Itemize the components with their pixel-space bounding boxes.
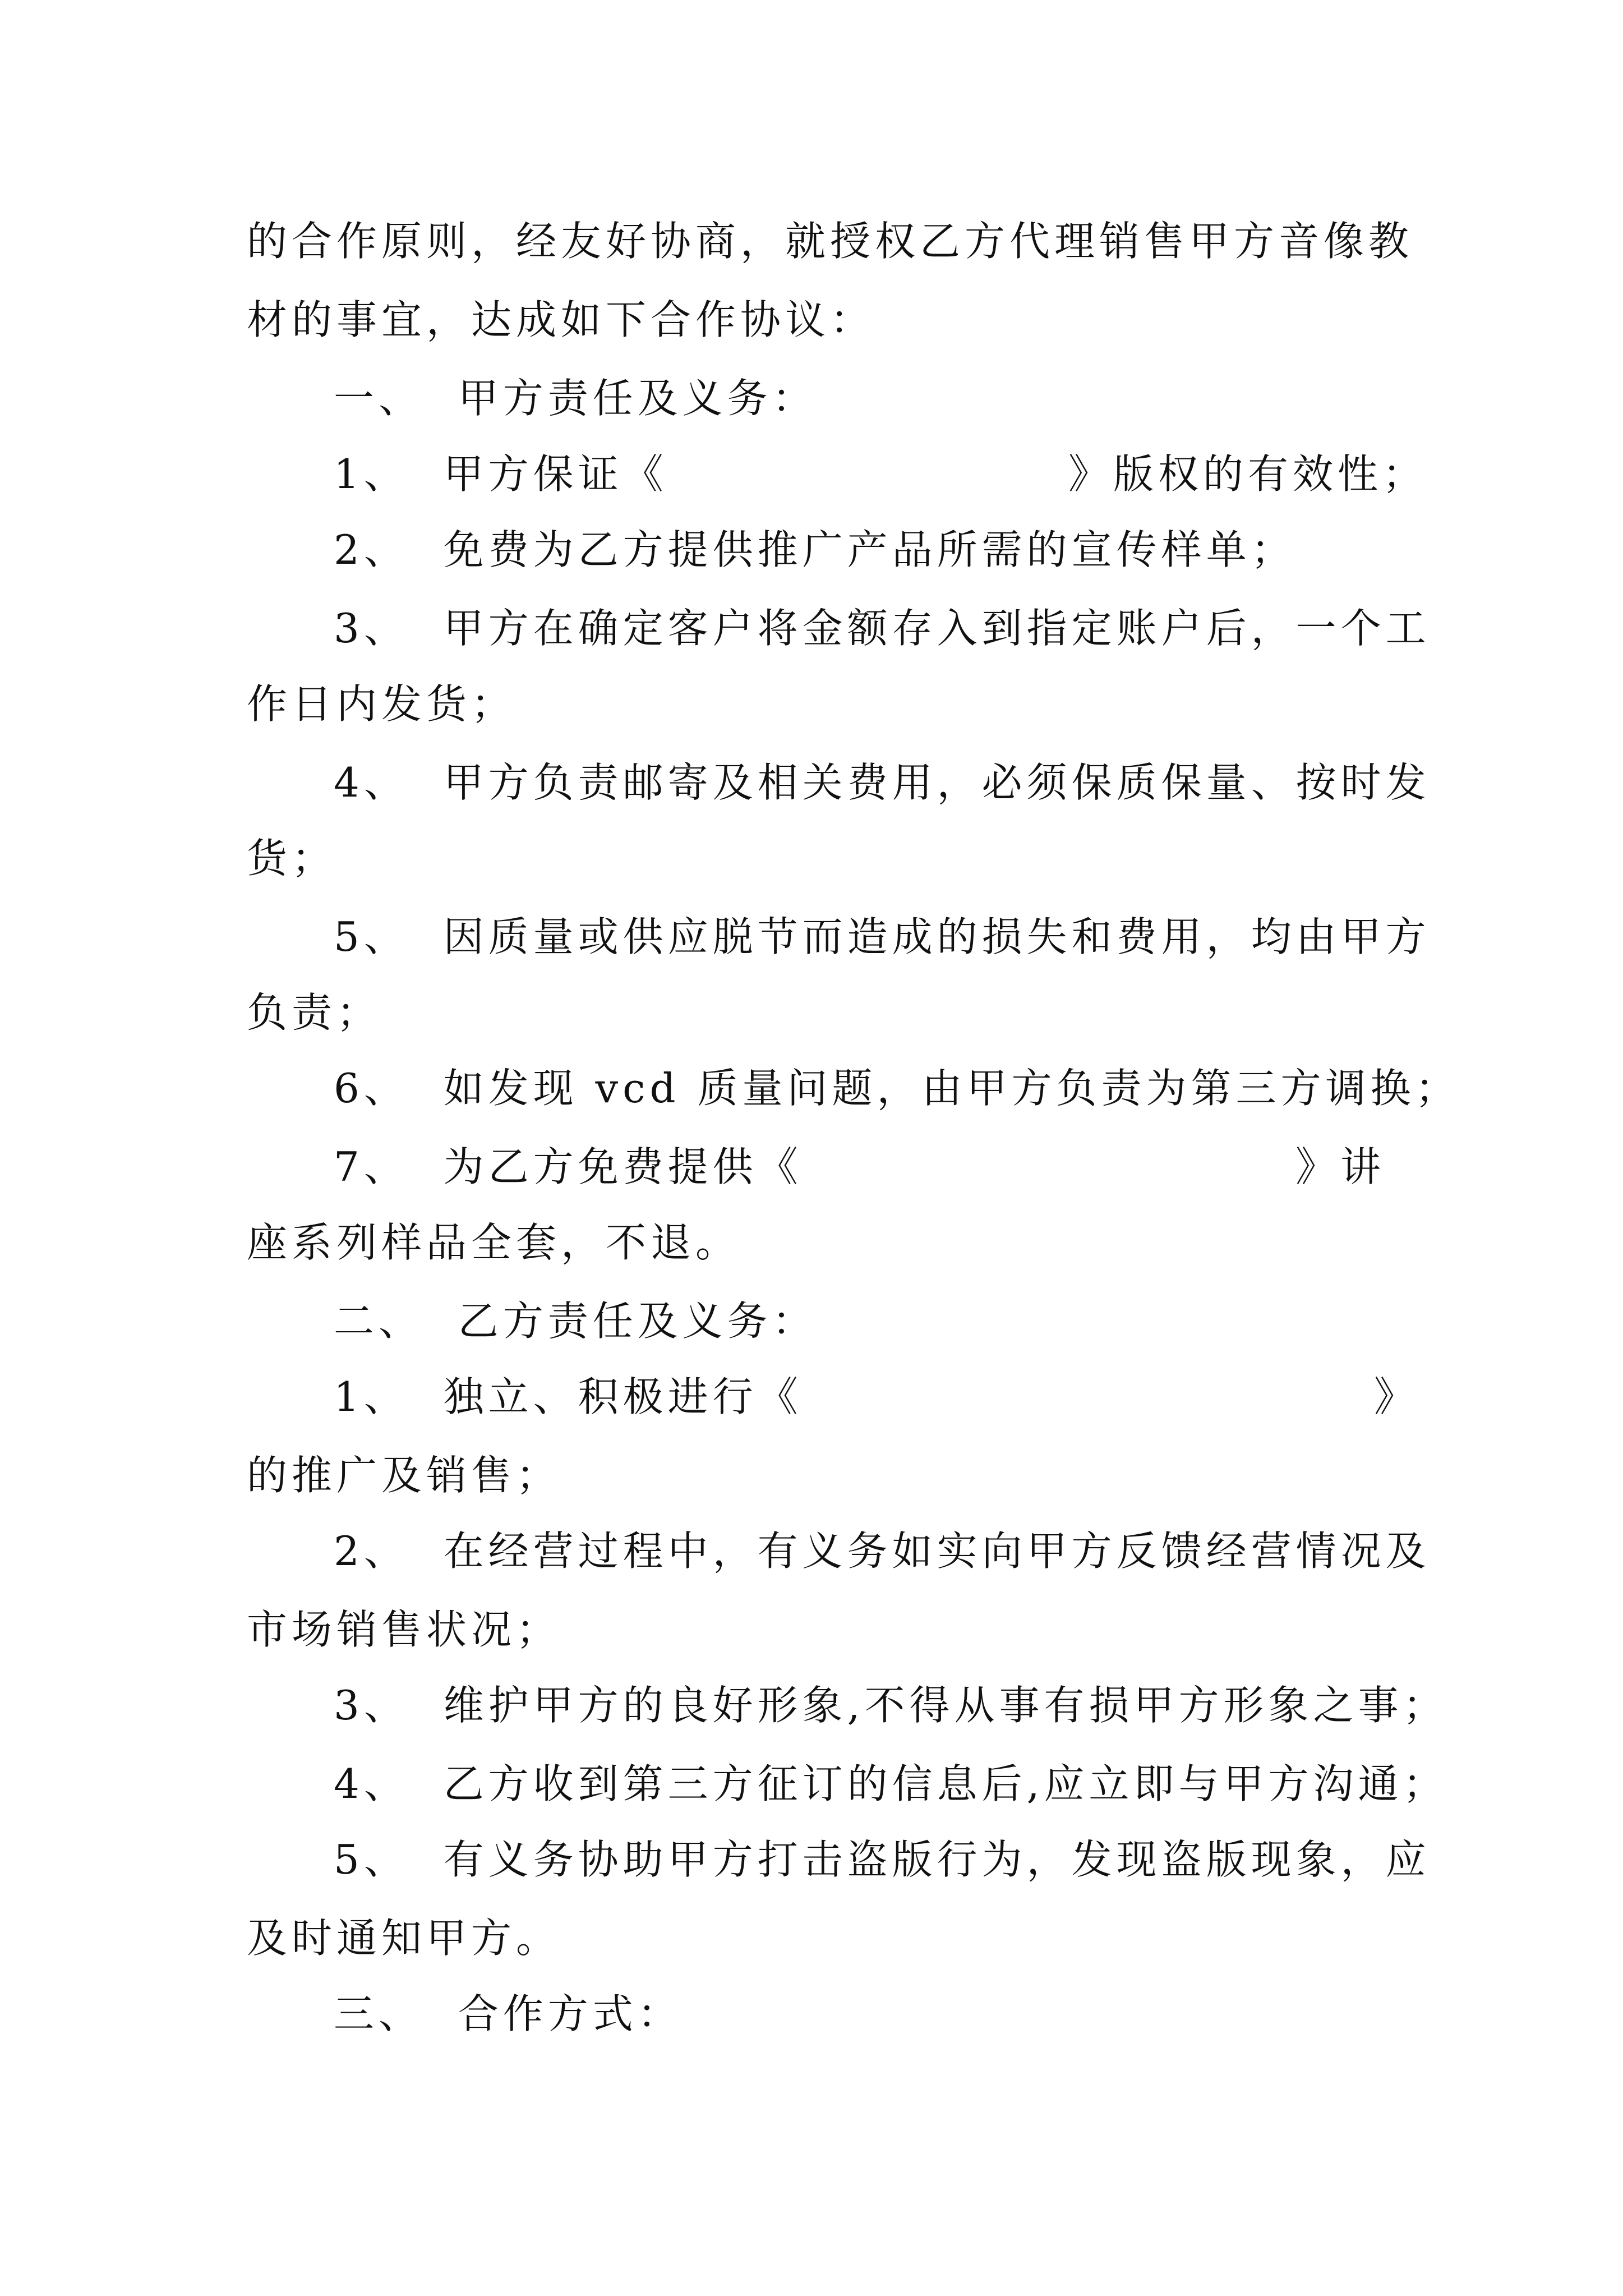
- text-line: 1、 甲方保证《: [334, 450, 668, 498]
- text-line: 5、 因质量或供应脱节而造成的损失和费用，均由甲方: [334, 913, 1431, 960]
- text-line: 及时通知甲方。: [247, 1915, 561, 1962]
- text-line: 作日内发货；: [247, 680, 517, 728]
- text-line: 3、 甲方在确定客户将金额存入到指定账户后，一个工: [334, 605, 1431, 652]
- text-line: 7、 为乙方免费提供《: [334, 1143, 803, 1190]
- text-line: 座系列样品全套，不退。: [247, 1219, 741, 1266]
- text-line: 》讲: [1295, 1143, 1386, 1190]
- section-heading: 二、 乙方责任及义务：: [334, 1297, 817, 1345]
- text-line: 市场销售状况；: [247, 1606, 561, 1653]
- text-line: 》: [1374, 1373, 1419, 1420]
- text-line: 货；: [247, 835, 337, 882]
- text-line: 2、 在经营过程中，有义务如实向甲方反馈经营情况及: [334, 1527, 1431, 1575]
- text-line: 6、 如发现 vcd 质量问题，由甲方负责为第三方调换；: [334, 1065, 1460, 1112]
- text-line: 2、 免费为乙方提供推广产品所需的宣传样单；: [334, 526, 1296, 573]
- text-line: 5、 有义务协助甲方打击盗版行为，发现盗版现象，应: [334, 1836, 1431, 1883]
- text-line: 4、 乙方收到第三方征订的信息后,应立即与甲方沟通；: [334, 1760, 1448, 1807]
- text-line: 》版权的有效性；: [1068, 450, 1428, 498]
- text-line: 的合作原则，经友好协商，就授权乙方代理销售甲方音像教: [247, 218, 1414, 265]
- text-line: 4、 甲方负责邮寄及相关费用，必须保质保量、按时发: [334, 759, 1431, 806]
- text-line: 材的事宜，达成如下合作协议：: [247, 296, 875, 343]
- text-line: 3、 维护甲方的良好形象,不得从事有损甲方形象之事；: [334, 1682, 1448, 1729]
- text-line: 的推广及销售；: [247, 1452, 561, 1499]
- text-line: 1、 独立、积极进行《: [334, 1373, 803, 1420]
- section-heading: 三、 合作方式：: [334, 1990, 683, 2037]
- section-heading: 一、 甲方责任及义务：: [334, 375, 817, 422]
- text-line: 负责；: [247, 989, 382, 1036]
